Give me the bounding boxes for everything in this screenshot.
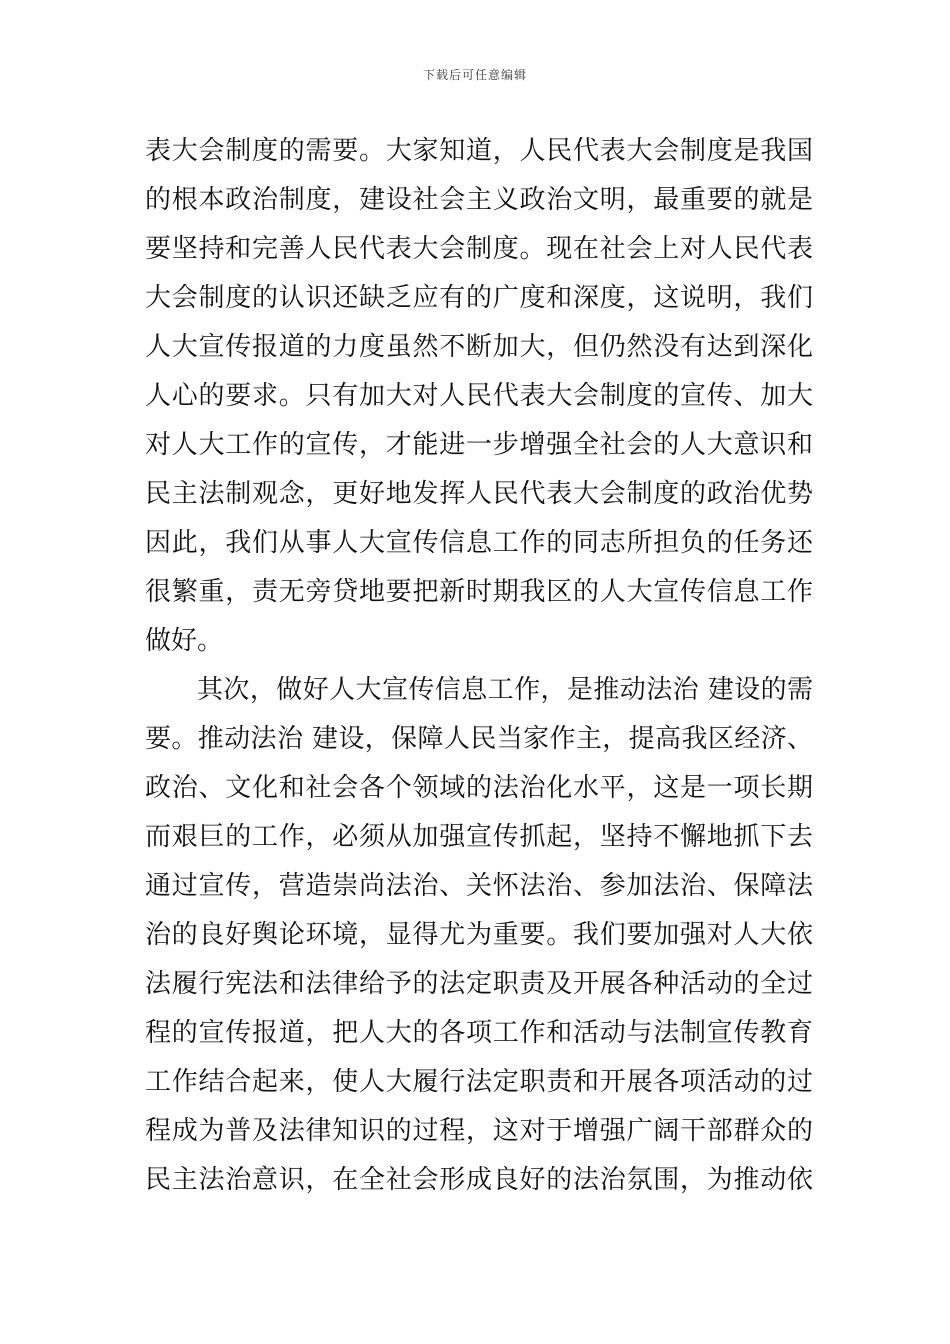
text-line: 而艰巨的工作，必须从加强宣传抓起，坚持不懈地抓下去	[145, 822, 813, 852]
text-line: 表大会制度的需要。大家知道，人民代表大会制度是我国	[145, 136, 813, 166]
text-line: 的根本政治制度，建设社会主义政治文明，最重要的就是	[145, 185, 813, 215]
page-header: 下载后可任意编辑	[422, 68, 527, 82]
text-line: 因此，我们从事人大宣传信息工作的同志所担负的任务还	[145, 528, 813, 558]
text-line: 政治、文化和社会各个领域的法治化水平，这是一项长期	[145, 773, 813, 803]
text-line: 工作结合起来，使人大履行法定职责和开展各项活动的过	[145, 1067, 813, 1097]
text-line: 程的宣传报道，把人大的各项工作和活动与法制宣传教育	[145, 1018, 813, 1048]
text-line: 民主法制观念，更好地发挥人民代表大会制度的政治优势	[145, 479, 813, 509]
text-line: 对人大工作的宣传，才能进一步增强全社会的人大意识和	[145, 430, 813, 460]
text-line: 大会制度的认识还缺乏应有的广度和深度，这说明，我们	[145, 283, 813, 313]
text-line: 其次，做好人大宣传信息工作，是推动法治 建设的需	[197, 675, 813, 705]
text-line: 人心的要求。只有加大对人民代表大会制度的宣传、加大	[145, 381, 813, 411]
text-line: 民主法治意识，在全社会形成良好的法治氛围，为推动依	[145, 1165, 813, 1195]
text-line: 要坚持和完善人民代表大会制度。现在社会上对人民代表	[145, 234, 813, 264]
text-line: 要。推动法治 建设，保障人民当家作主，提高我区经济、	[145, 724, 813, 754]
text-line: 通过宣传，营造崇尚法治、关怀法治、参加法治、保障法	[145, 871, 813, 901]
text-line: 法履行宪法和法律给予的法定职责及开展各种活动的全过	[145, 969, 813, 999]
text-line: 做好。	[145, 626, 224, 656]
document-body	[145, 127, 813, 1205]
text-line: 程成为普及法律知识的过程，这对于增强广阔干部群众的	[145, 1116, 813, 1146]
text-line: 很繁重，责无旁贷地要把新时期我区的人大宣传信息工作	[145, 577, 813, 607]
text-line: 人大宣传报道的力度虽然不断加大，但仍然没有达到深化	[145, 332, 813, 362]
text-line: 治的良好舆论环境，显得尤为重要。我们要加强对人大依	[145, 920, 813, 950]
